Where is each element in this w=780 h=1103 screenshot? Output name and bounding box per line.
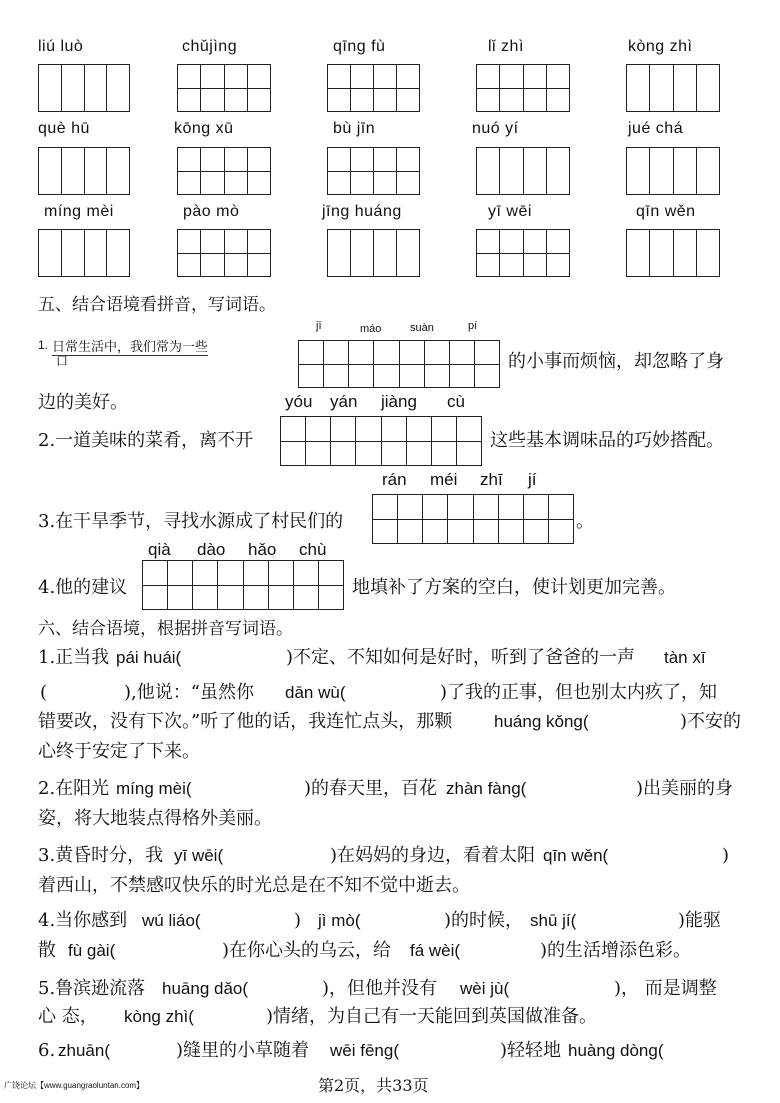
text-run: 3.黄昏时分，我 [38,845,164,866]
text-run: 着西山，不禁感叹快乐的时光总是在不知不觉中逝去。 [38,875,470,896]
pinyin-label: yán [330,392,358,411]
writing-grid[interactable] [626,229,720,277]
writing-grid[interactable] [177,147,271,195]
pinyin-blank[interactable]: wēi fēng( [330,1041,399,1060]
pinyin-blank[interactable]: fù gài( [68,941,116,960]
pinyin-blank[interactable]: yī wēi( [174,846,224,865]
writing-grid[interactable] [327,147,420,195]
text-run: )的时候， [444,910,524,931]
text-run: )轻轻地 [500,1040,562,1061]
text-run: )不安的 [680,711,742,732]
pinyin-blank[interactable]: kòng zhì( [124,1007,194,1026]
pinyin-label: liú luò [38,38,84,55]
pinyin-label: suàn [410,322,434,334]
pinyin-blank[interactable]: wú liáo( [142,911,201,930]
pinyin-label: chǔjìng [182,38,238,55]
question-text: 。 [576,511,594,532]
text-run: 姿，将大地装点得格外美丽。 [38,808,272,829]
pinyin-label: pí [468,320,478,332]
pinyin-label: míng mèi [44,203,114,220]
text-run: 散 [38,940,56,961]
pinyin-blank[interactable]: huàng dòng( [568,1041,664,1060]
pinyin-label: tàn xī [664,648,706,667]
text-run: )缝里的小草随着 [176,1040,310,1061]
text-run: )在妈妈的身边，看着太阳 [330,845,536,866]
text-run: 心 态， [38,1006,98,1027]
writing-grid[interactable] [476,64,570,112]
pinyin-label: jīng huáng [322,203,402,220]
pinyin-label: kōng xū [174,120,234,137]
pinyin-blank[interactable]: míng mèi( [116,779,192,798]
text-run: 2.在阳光 [38,778,110,799]
writing-grid[interactable] [626,64,720,112]
pinyin-label: nuó yí [472,120,519,137]
question-text: 2.一道美味的菜肴，离不开 [38,430,254,451]
text-run: 1.正当我 [38,647,110,668]
writing-grid[interactable] [476,229,570,277]
text-run: 4.当你感到 [38,910,128,931]
pinyin-label: hǎo [248,540,277,559]
question-text: 4.他的建议 [38,577,128,598]
pinyin-label: dào [197,540,226,559]
pinyin-label: yóu [285,392,313,411]
text-run: ) [294,910,302,931]
answer-grid[interactable] [142,560,344,610]
writing-grid[interactable] [38,64,130,112]
text-run: 5.鲁滨逊流落 [38,978,146,999]
question-text: 这些基本调味品的巧妙搭配。 [490,430,724,451]
text-run: 6. [38,1040,56,1061]
pinyin-label: yī wēi [488,203,532,220]
text-run: )的生活增添色彩。 [540,940,692,961]
pinyin-label: cù [447,392,465,411]
pinyin-label: méi [430,470,458,489]
section-heading: 六、结合语境，根据拼音写词语。 [38,619,293,639]
pinyin-blank[interactable]: zhuān( [58,1041,110,1060]
writing-grid[interactable] [38,229,130,277]
text-run: 心终于安定了下来。 [38,741,200,762]
pinyin-blank[interactable]: shū jí( [530,911,577,930]
pinyin-label: bù jīn [333,120,376,137]
question-text: 地填补了方案的空白，使计划更加完善。 [352,577,676,598]
pinyin-label: jí [528,470,537,489]
text-run: ) [722,845,730,866]
answer-grid[interactable] [298,340,500,388]
question-text: 口 [56,354,69,368]
pinyin-label: qīn wěn [636,203,696,220]
text-run: ),他说：“虽然你 [124,682,254,703]
pinyin-label: chù [299,540,327,559]
pinyin-label: zhī [480,470,503,489]
page-number: 第2页，共33页 [318,1076,429,1095]
text-run: )能驱 [678,910,722,931]
writing-grid[interactable] [626,147,720,195]
writing-grid[interactable] [327,229,420,277]
text-run: )， 而是调整 [614,978,717,999]
writing-grid[interactable] [327,64,420,112]
text-run: )情绪，为自己有一天能回到英国做准备。 [266,1006,598,1027]
answer-grid[interactable] [280,416,482,466]
text-run: 错要改，没有下次。”听了他的话，我连忙点头，那颗 [38,711,453,732]
writing-grid[interactable] [177,229,271,277]
pinyin-label: máo [360,323,382,335]
watermark: 广饶论坛【www.guangraoluntan.com】 [4,1081,145,1090]
text-run: )不定、不知如何是好时，听到了爸爸的一声 [286,647,636,668]
pinyin-label: jiàng [381,392,417,411]
question-text: 3.在干旱季节，寻找水源成了村民们的 [38,511,344,532]
pinyin-blank[interactable]: fá wèi( [410,941,461,960]
text-run: )了我的正事，但也别太内疚了，知 [440,682,718,703]
pinyin-label: lǐ zhì [488,38,524,55]
pinyin-label: qià [148,540,171,559]
answer-grid[interactable] [372,494,574,544]
writing-grid[interactable] [38,147,130,195]
question-text: 日常生活中，我们常为一些 [52,336,208,356]
text-run: )，但他并没有 [322,978,438,999]
section-heading: 五、结合语境看拼音，写词语。 [38,295,276,315]
pinyin-label: qīng fù [333,38,386,55]
pinyin-label: kòng zhì [628,38,693,55]
writing-grid[interactable] [177,64,271,112]
pinyin-label: pào mò [183,203,240,220]
pinyin-label: què hū [38,120,90,137]
pinyin-label: jué chá [628,120,684,137]
pinyin-blank[interactable]: zhàn fàng( [446,779,527,798]
pinyin-blank[interactable]: wèi jù( [460,979,510,998]
writing-grid[interactable] [476,147,570,195]
pinyin-blank[interactable]: qīn wěn( [543,846,609,865]
pinyin-label: jī [316,320,322,332]
text-run: ( [40,682,48,703]
text-run: )的春天里，百花 [304,778,438,799]
question-number: 1. [38,338,49,352]
pinyin-blank[interactable]: jì mò( [318,911,361,930]
question-text: 边的美好。 [38,392,128,413]
pinyin-blank[interactable]: pái huái( [116,648,182,667]
question-text: 的小事而烦恼，却忽略了身 [508,351,724,372]
text-run: )在你心头的乌云，给 [222,940,392,961]
text-run: )出美丽的身 [636,778,734,799]
pinyin-blank[interactable]: huāng dǎo( [162,979,249,998]
pinyin-label: rán [382,470,407,489]
pinyin-blank[interactable]: dān wù( [285,683,346,702]
pinyin-blank[interactable]: huáng kǒng( [494,712,589,731]
